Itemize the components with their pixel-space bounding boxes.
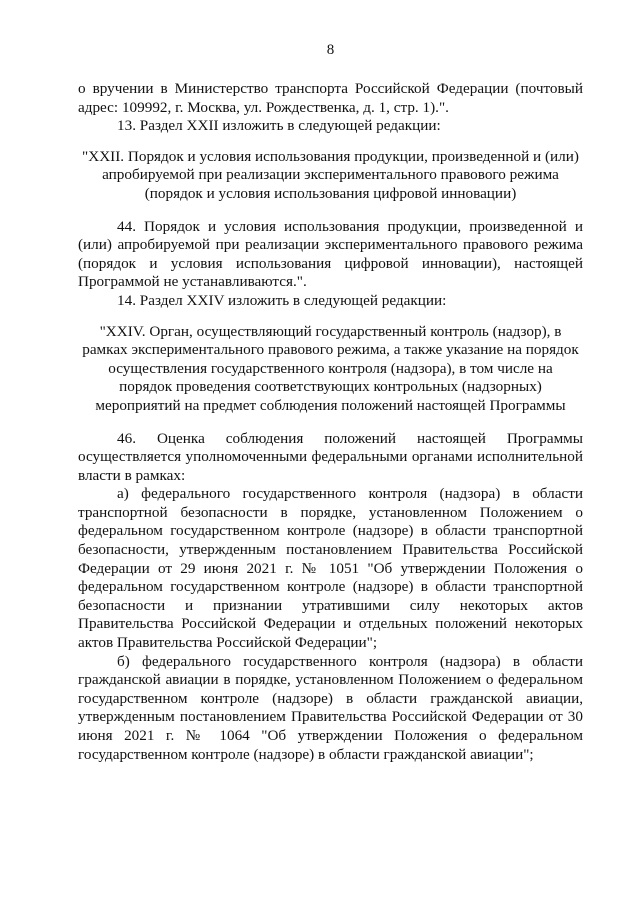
page-number: 8 [326, 42, 335, 58]
paragraph-item-13: 13. Раздел XXII изложить в следующей редакции: [117, 117, 441, 135]
paragraph-subitem-b: б) федерального государственного контроля (надзора) в области гражданской авиации в порядке, установленном Положением о федеральном государственном контроле (надзоре) в области гражданской авиации, утвержденным постановлением Правительства Российской Федерации от 30 июня 2021 г. № 1064 "Об утверждении Положения о федеральном государственном контроле (надзоре) в области гражданской авиации"; [78, 652, 583, 763]
section-heading-xxiv: "XXIV. Орган, осуществляющий государственный контроль (надзор), в рамках экспериментального правового режима, а также указание на порядок осуществления государственного контроля (надзора), в том числе на порядок проведения соответствующих контрольных (надзорных) мероприятий на предмет соблюдения положений настоящей Программы [82, 322, 579, 414]
paragraph-item-46: 46. Оценка соблюдения положений настоящей Программы осуществляется уполномоченными федеральными органами исполнительной власти в рамках: [78, 429, 583, 484]
section-heading-xxii: "XXII. Порядок и условия использования продукции, произведенной и (или) апробируемой при реализации экспериментального правового режима (порядок и условия использования цифровой инновации) [82, 147, 579, 202]
paragraph-item-14: 14. Раздел XXIV изложить в следующей редакции: [117, 291, 447, 309]
paragraph-subitem-a: а) федерального государственного контроля (надзора) в области транспортной безопасности в порядке, установленном Положением о федеральном государственном контроле (надзоре) в области транспортной безопасности, утвержденным постановлением Правительства Российской Федерации от 29 июня 2021 г. № 1051 "Об утверждении Положения о федеральном государственном контроле (надзоре) в области транспортной безопасности и признании утратившими силу некоторых актов Правительства Российской Федерации и отдельных положений некоторых актов Правительства Российской Федерации"; [78, 485, 583, 652]
paragraph-item-44: 44. Порядок и условия использования продукции, произведенной и (или) апробируемой при реализации экспериментального правового режима (порядок и условия использования цифровой инновации), настоящей Программой не устанавливаются.". [78, 217, 583, 291]
paragraph-continuation: о вручении в Министерство транспорта Российской Федерации (почтовый адрес: 109992, г. Москва, ул. Рождественка, д. 1, стр. 1).". [78, 80, 583, 116]
